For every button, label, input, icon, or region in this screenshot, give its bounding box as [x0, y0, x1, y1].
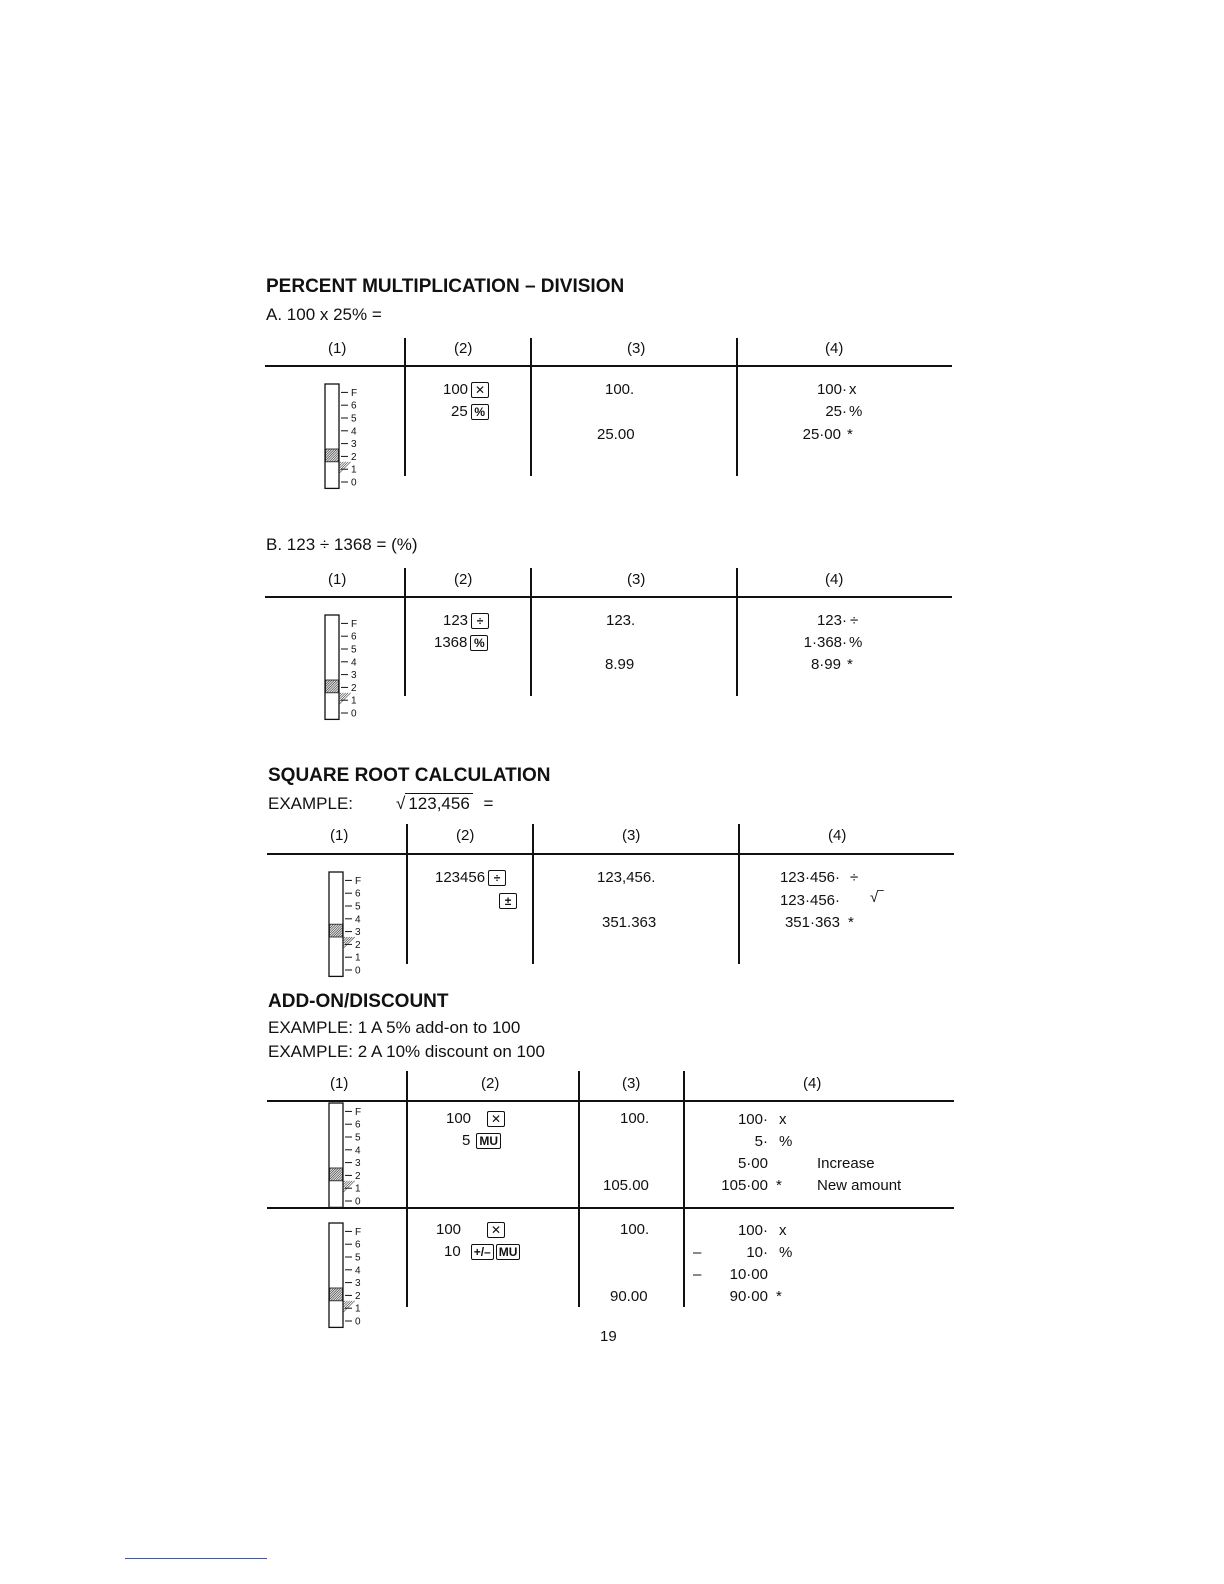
multiply-key-icon: ✕ — [471, 382, 489, 398]
tape-value: 25·00 — [802, 426, 841, 443]
markup-key-icon: MU — [476, 1133, 501, 1149]
switch-slot — [325, 384, 339, 488]
column-divider — [404, 338, 406, 476]
decimal-switch-diagram — [328, 1102, 373, 1209]
sqrt-section-title: SQUARE ROOT CALCULATION — [268, 765, 551, 786]
switch-slot — [325, 615, 339, 719]
switch-label: 6 — [355, 1119, 361, 1131]
switch-label: 4 — [351, 657, 357, 669]
display-value: 123. — [606, 612, 636, 629]
tape-value: 10· — [746, 1244, 768, 1261]
column-divider — [530, 568, 532, 696]
sqrt-example-label: EXAMPLE: — [268, 794, 354, 813]
divide-key-icon: ÷ — [471, 613, 489, 629]
switch-label: 1 — [351, 695, 357, 707]
column-divider — [532, 824, 534, 964]
keystroke: 123 ÷ — [443, 612, 489, 629]
tape-value: 123·456· — [779, 892, 840, 909]
example-a-label: A. 100 x 25% = — [266, 305, 382, 324]
radical-icon: √ — [396, 794, 406, 813]
decimal-switch — [328, 1102, 373, 1209]
percent-section-title: PERCENT MULTIPLICATION – DIVISION — [266, 276, 625, 297]
tape-note: Increase — [817, 1155, 875, 1172]
keystroke: 100 ✕ — [443, 381, 489, 398]
col3-header: (3) — [622, 827, 641, 844]
tape-value: 105·00 — [721, 1177, 768, 1194]
tape-sign: – — [693, 1266, 702, 1283]
display-value: 351.363 — [602, 914, 657, 931]
switch-indicator — [329, 1168, 355, 1193]
column-divider — [738, 824, 740, 964]
switch-label: 4 — [355, 1145, 361, 1157]
switch-label: 1 — [355, 1183, 361, 1195]
switch-label: 0 — [355, 1316, 361, 1328]
keystroke: 1368 % — [434, 634, 488, 651]
column-divider — [404, 568, 406, 696]
col1-header: (1) — [328, 571, 347, 588]
decimal-switch-diagram — [328, 871, 373, 978]
switch-label: 4 — [355, 1265, 361, 1277]
col1-header: (1) — [328, 340, 347, 357]
tape-symbol: % — [849, 403, 863, 420]
switch-label: 2 — [351, 451, 357, 463]
keystroke — [496, 892, 517, 909]
tape-symbol: % — [849, 634, 863, 651]
column-divider — [683, 1071, 685, 1307]
display-value: 25.00 — [597, 426, 635, 443]
tape-symbol: x — [779, 1111, 787, 1128]
radicand: 123,456 — [405, 793, 472, 813]
tape-value: 10·00 — [729, 1266, 768, 1283]
display-value: 100. — [620, 1221, 650, 1238]
percent-key-icon: % — [471, 404, 489, 420]
col3-header: (3) — [627, 571, 646, 588]
footer-rule — [125, 1558, 267, 1559]
tape-value: 100· — [737, 1111, 768, 1128]
switch-slot — [329, 1103, 343, 1207]
divide-key-icon: ÷ — [488, 870, 506, 886]
switch-label: 6 — [355, 1239, 361, 1251]
switch-slot — [329, 1223, 343, 1327]
column-divider — [530, 338, 532, 476]
col4-header: (4) — [803, 1075, 822, 1092]
col4-header: (4) — [825, 571, 844, 588]
tape-symbol: ÷ — [850, 612, 859, 629]
tape-symbol: * — [848, 914, 854, 931]
col2-header: (2) — [481, 1075, 500, 1092]
addon-example-2: EXAMPLE: 2 A 10% discount on 100 — [268, 1042, 545, 1061]
equals-sign: = — [483, 794, 494, 813]
column-divider — [406, 1071, 408, 1307]
col2-header: (2) — [454, 340, 473, 357]
col3-header: (3) — [622, 1075, 641, 1092]
display-value: 105.00 — [603, 1177, 649, 1194]
switch-label: 1 — [351, 464, 357, 476]
switch-label: F — [355, 875, 362, 887]
column-divider — [736, 568, 738, 696]
decimal-switch — [328, 1222, 373, 1329]
decimal-switch-diagram — [324, 614, 369, 721]
switch-label: 3 — [355, 1278, 361, 1290]
display-value: 100. — [620, 1110, 650, 1127]
tape-symbol: % — [779, 1244, 793, 1261]
tape-symbol: x — [779, 1222, 787, 1239]
decimal-switch — [324, 383, 369, 490]
tape-symbol: * — [776, 1288, 782, 1305]
switch-label: 5 — [355, 901, 361, 913]
switch-label: 6 — [351, 631, 357, 643]
keystroke: 100 ✕ — [446, 1110, 505, 1127]
tape-symbol: * — [776, 1177, 782, 1194]
column-divider — [578, 1071, 580, 1307]
equals-key-icon: ± — [499, 893, 517, 909]
switch-label: 5 — [351, 644, 357, 656]
sqrt-example-expression — [396, 794, 493, 814]
keystroke: 25 % — [451, 403, 489, 420]
multiply-key-icon: ✕ — [487, 1111, 505, 1127]
switch-label: F — [351, 387, 358, 399]
col2-header: (2) — [456, 827, 475, 844]
sqrt-symbol-icon: √‾ — [870, 889, 884, 906]
markup-key-icon: MU — [496, 1244, 521, 1260]
tape-sign: – — [693, 1244, 702, 1261]
tape-value: 8·99 — [810, 656, 841, 673]
percent-key-icon: % — [470, 635, 488, 651]
col1-header: (1) — [330, 1075, 349, 1092]
tape-value: 123· — [816, 612, 847, 629]
switch-label: 5 — [355, 1132, 361, 1144]
keystroke: 100 ✕ — [436, 1221, 505, 1238]
switch-label: F — [351, 618, 358, 630]
switch-label: 5 — [355, 1252, 361, 1264]
col4-header: (4) — [825, 340, 844, 357]
switch-label: 3 — [355, 927, 361, 939]
switch-label: 0 — [351, 477, 357, 489]
decimal-switch — [324, 614, 369, 721]
keystroke: 123456 ÷ — [435, 869, 506, 886]
display-value: 123,456. — [597, 869, 656, 886]
switch-label: 5 — [351, 413, 357, 425]
tape-value: 123·456· — [779, 869, 840, 886]
col1-header: (1) — [330, 827, 349, 844]
switch-label: 0 — [351, 708, 357, 720]
switch-label: 4 — [351, 426, 357, 438]
switch-label: 0 — [355, 965, 361, 977]
switch-indicator — [329, 1288, 355, 1313]
switch-label: 2 — [355, 1290, 361, 1302]
switch-label: 3 — [351, 439, 357, 451]
column-divider — [736, 338, 738, 476]
tape-note: New amount — [817, 1177, 902, 1194]
addon-section-title: ADD-ON/DISCOUNT — [268, 991, 449, 1012]
tape-value: 5·00 — [737, 1155, 768, 1172]
tape-value: 351·363 — [784, 914, 840, 931]
display-value: 8.99 — [605, 656, 635, 673]
tape-value: 100· — [816, 381, 847, 398]
page-number: 19 — [600, 1328, 617, 1345]
col3-header: (3) — [627, 340, 646, 357]
switch-label: F — [355, 1106, 362, 1118]
col4-header: (4) — [828, 827, 847, 844]
display-value: 90.00 — [610, 1288, 648, 1305]
switch-indicator — [325, 680, 351, 705]
table-rule — [265, 365, 952, 367]
example-b-label: B. 123 ÷ 1368 = (%) — [266, 535, 418, 554]
col2-header: (2) — [454, 571, 473, 588]
switch-label: 2 — [351, 682, 357, 694]
tape-value: 1·368· — [803, 634, 847, 651]
decimal-switch-diagram — [324, 383, 369, 490]
switch-label: F — [355, 1226, 362, 1238]
table-rule — [265, 596, 952, 598]
switch-label: 1 — [355, 952, 361, 964]
switch-indicator — [329, 924, 355, 949]
display-value: 100. — [605, 381, 635, 398]
switch-label: 0 — [355, 1196, 361, 1208]
keystroke: 10 +/– MU — [444, 1243, 520, 1260]
switch-label: 6 — [355, 888, 361, 900]
tape-symbol: % — [779, 1133, 793, 1150]
tape-symbol: x — [849, 381, 857, 398]
decimal-switch — [328, 871, 373, 978]
tape-value: 100· — [737, 1222, 768, 1239]
sign-change-key-icon: +/– — [471, 1244, 494, 1260]
table-rule — [267, 853, 954, 855]
switch-label: 1 — [355, 1303, 361, 1315]
tape-symbol: * — [847, 426, 853, 443]
switch-label: 4 — [355, 914, 361, 926]
tape-symbol: * — [847, 656, 853, 673]
switch-label: 3 — [351, 670, 357, 682]
switch-label: 6 — [351, 400, 357, 412]
keystroke: 5 MU — [462, 1132, 501, 1149]
switch-label: 2 — [355, 939, 361, 951]
tape-value: 25· — [825, 403, 847, 420]
multiply-key-icon: ✕ — [487, 1222, 505, 1238]
column-divider — [406, 824, 408, 964]
decimal-switch-diagram — [328, 1222, 373, 1329]
addon-example-1: EXAMPLE: 1 A 5% add-on to 100 — [268, 1018, 521, 1037]
switch-indicator — [325, 449, 351, 474]
tape-value: 90·00 — [729, 1288, 768, 1305]
switch-label: 3 — [355, 1158, 361, 1170]
tape-value: 5· — [754, 1133, 768, 1150]
switch-label: 2 — [355, 1170, 361, 1182]
tape-symbol: ÷ — [850, 869, 859, 886]
